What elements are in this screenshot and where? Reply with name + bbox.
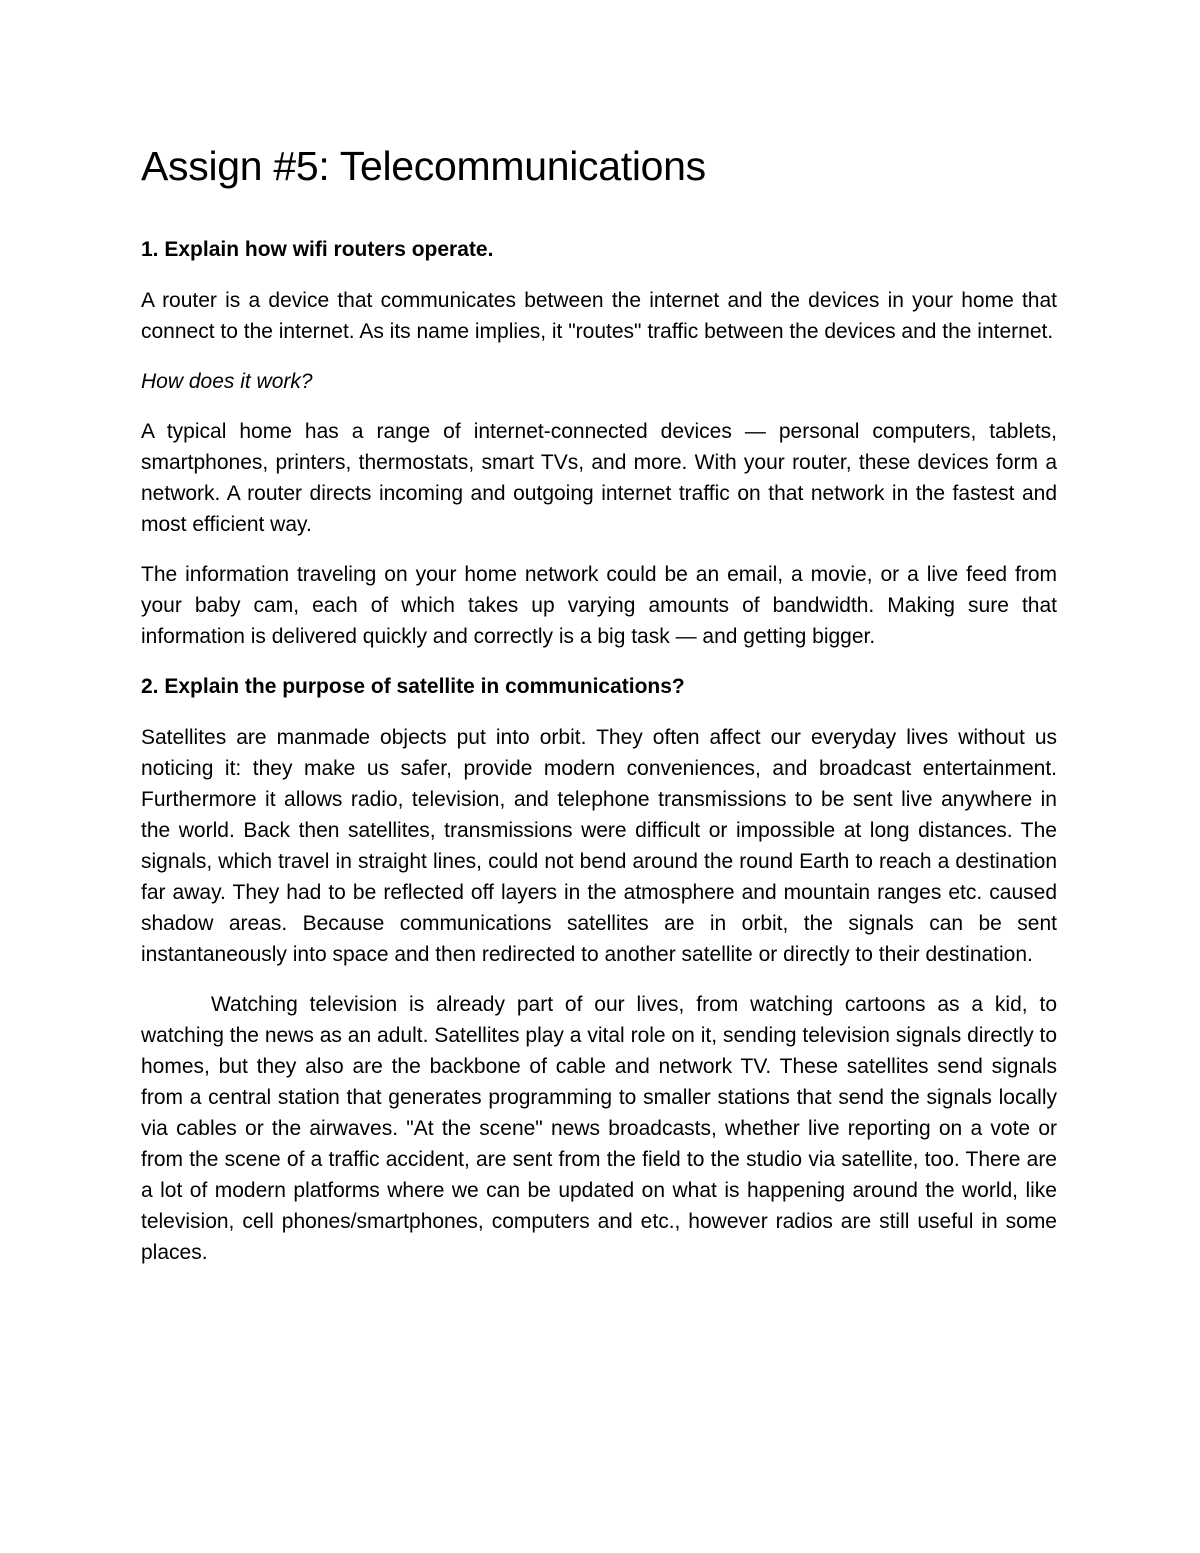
question-2-paragraph-1: Satellites are manmade objects put into orbit. They often affect our everyday lives without us noticing it: they make us safer, provide modern conveniences, and broadcast entertainment. Furthermore it allows radio, television, and telephone transmissions to be sent live anywhere in the world. Back then satellites, transmissions were difficult or impossible at long distances. The signals, which travel in straight lines, could not bend around the round Earth to reach a destination far away. They had to be reflected off layers in the atmosphere and mountain ranges etc. caused shadow areas. Because communications satellites are in orbit, the signals can be sent instantaneously into space and then redirected to another satellite or directly to their destination. [141,726,1057,966]
question-1-paragraph-2: A typical home has a range of internet-connected devices — personal computers, tablets, smartphones, printers, thermostats, smart TVs, and more. With your router, these devices form a network. A router directs incoming and outgoing internet traffic on that network in the fastest and most efficient way. [141,420,1057,536]
question-1-subheading: How does it work? [141,370,313,393]
question-1-heading: 1. Explain how wifi routers operate. [141,238,494,261]
question-1-paragraph-3: The information traveling on your home network could be an email, a movie, or a live feed from your baby cam, each of which takes up varying amounts of bandwidth. Making sure that information is delivered quickly and correctly is a big task — and getting bigger. [141,563,1057,648]
document-title: Assign #5: Telecommunications [141,143,706,189]
question-2-heading: 2. Explain the purpose of satellite in communications? [141,675,685,698]
document-page [141,138,1057,1287]
question-2-paragraph-2: Watching television is already part of our lives, from watching cartoons as a kid, to watching the news as an adult. Satellites play a vital role on it, sending television signals directly to homes, but they also are the backbone of cable and network TV. These satellites send signals from a central station that generates programming to smaller stations that send the signals locally via cables or the airwaves. "At the scene" news broadcasts, whether live reporting on a vote or from the scene of a traffic accident, are sent from the field to the studio via satellite, too. There are a lot of modern platforms where we can be updated on what is happening around the world, like television, cell phones/smartphones, computers and etc., however radios are still useful in some places. [141,993,1057,1264]
question-1-paragraph-1: A router is a device that communicates between the internet and the devices in your home that connect to the internet. As its name implies, it "routes" traffic between the devices and the internet. [141,289,1057,343]
